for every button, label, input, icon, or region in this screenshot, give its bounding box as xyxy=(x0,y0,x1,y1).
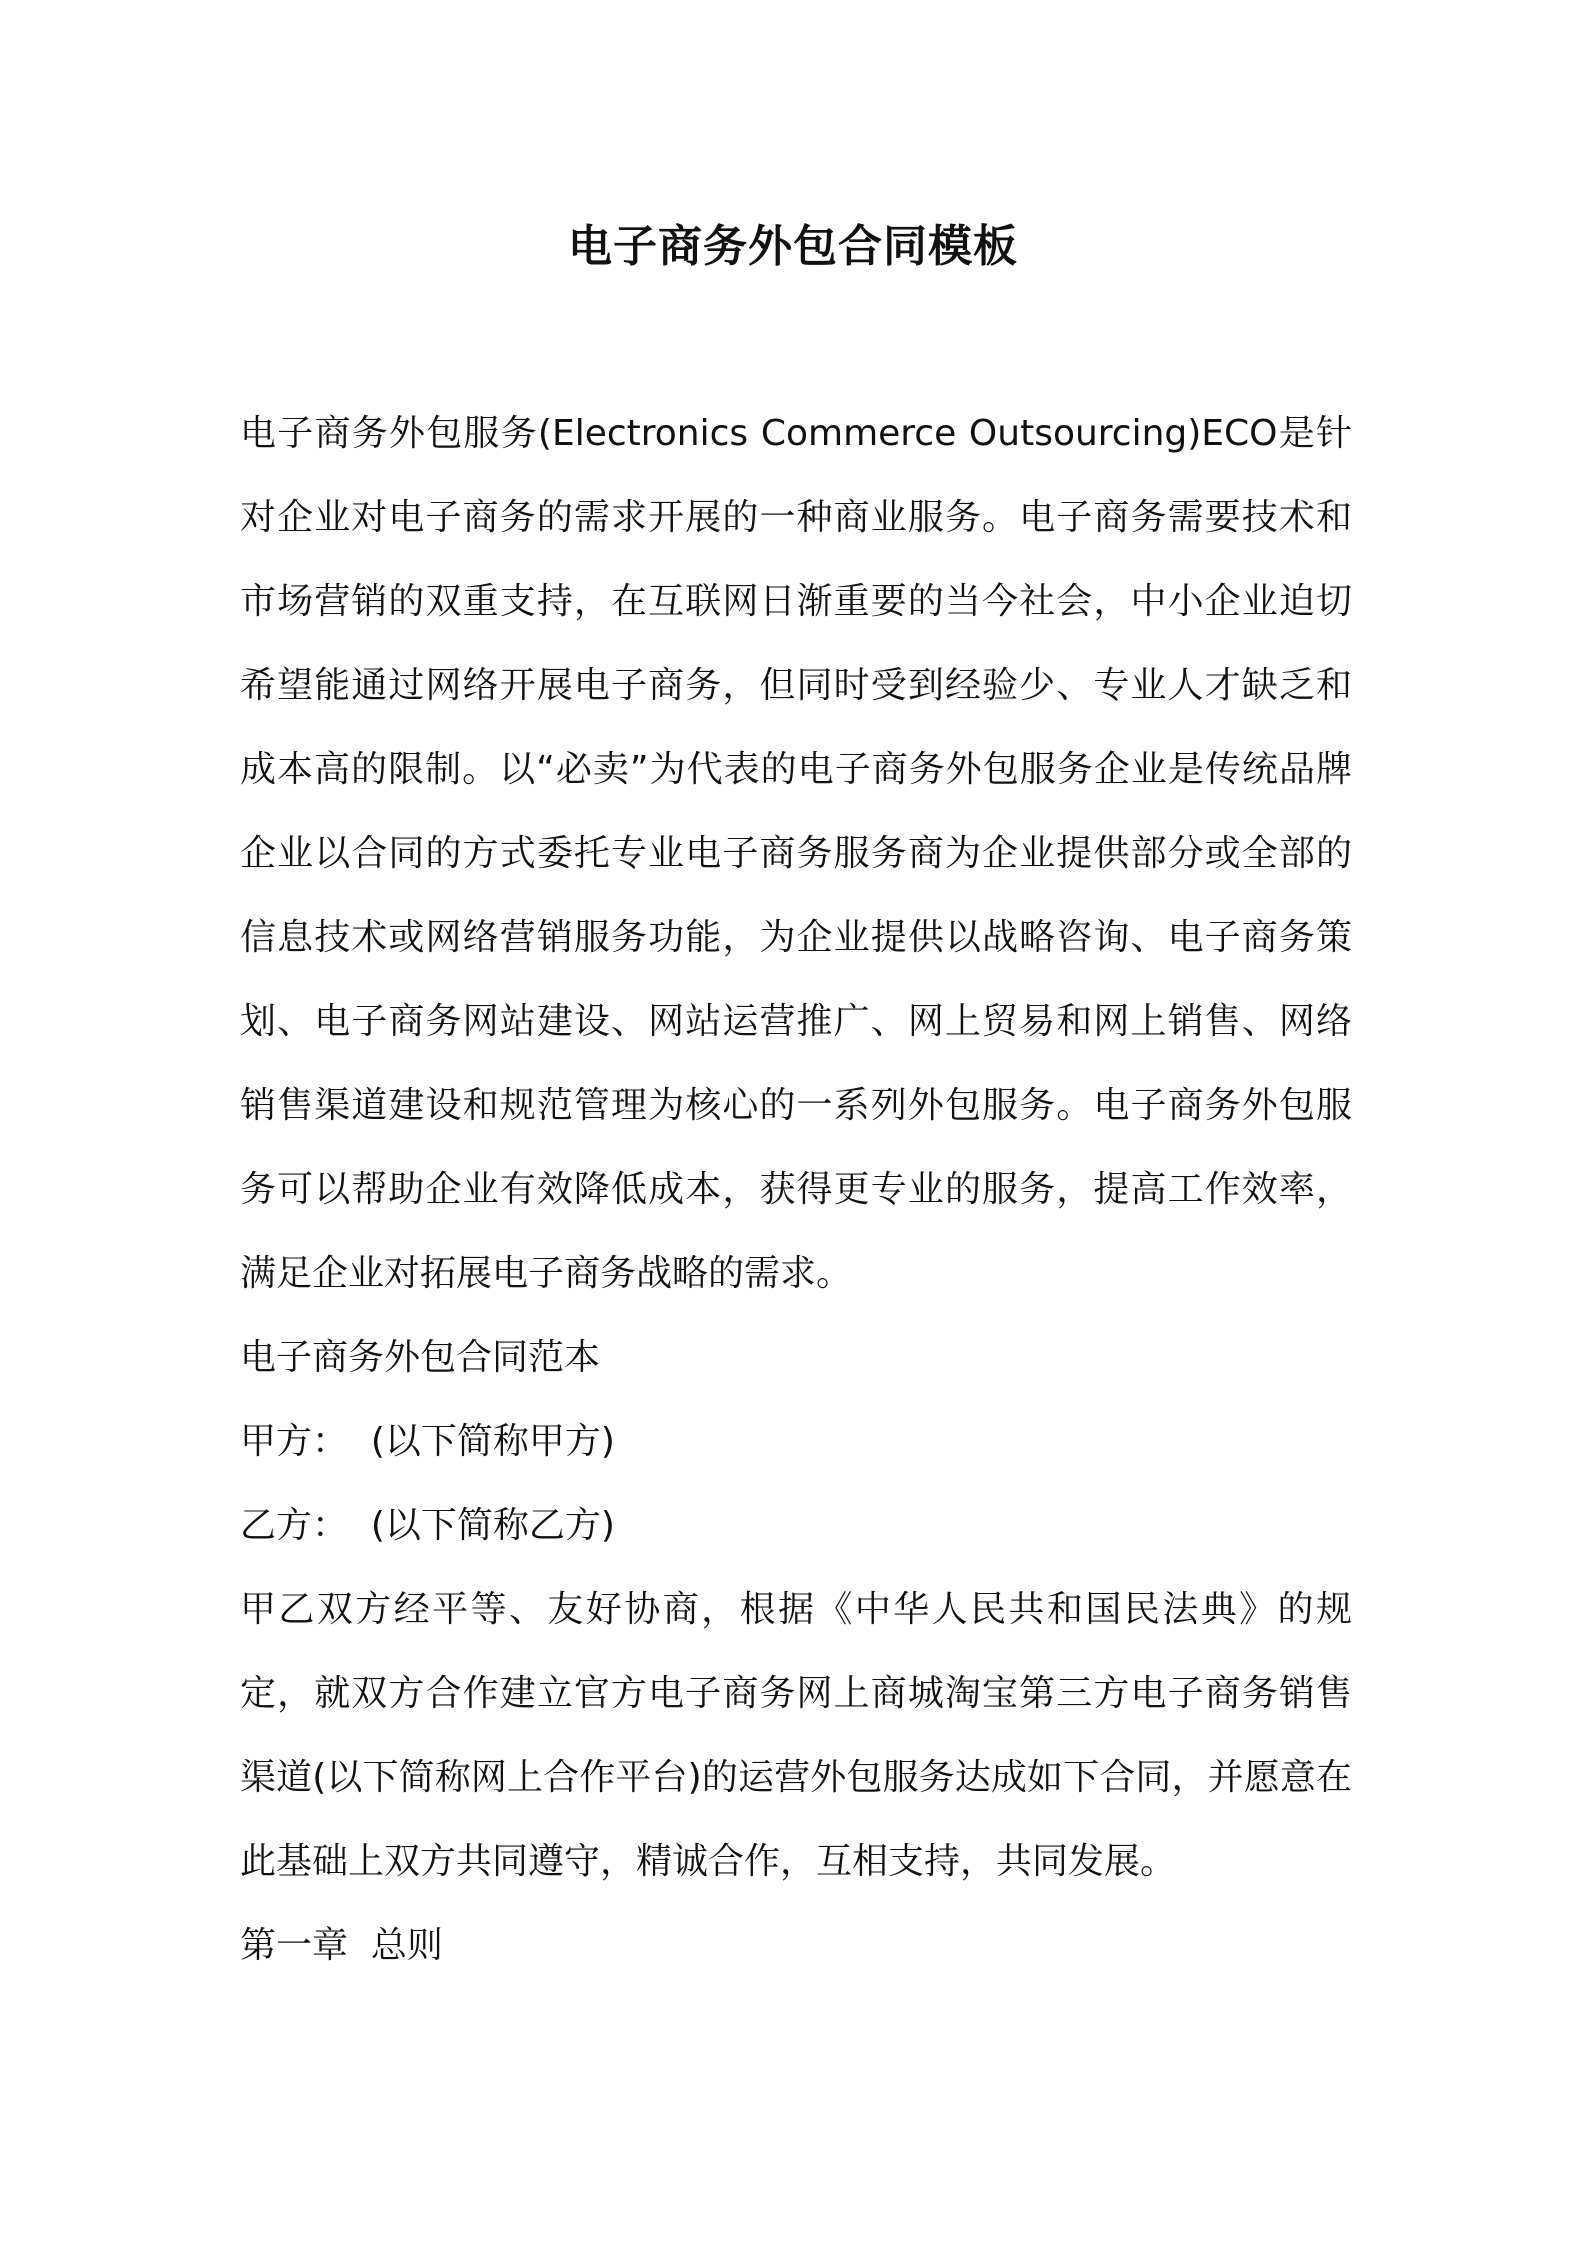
document-body xyxy=(240,392,1352,1988)
party-a-line: 甲方： (以下简称甲方) xyxy=(240,1421,615,1462)
chapter-heading: 第一章 总则 xyxy=(240,1925,443,1966)
sample-heading: 电子商务外包合同范本 xyxy=(240,1337,601,1378)
intro-paragraph: 电子商务外包服务(Electronics Commerce Outsourcing)ECO是针对企业对电子商务的需求开展的一种商业服务。电子商务需要技术和市场营销的双重支持，在互联网日渐重要的当今社会，中小企业迫切希望能通过网络开展电子商务，但同时受到经验少、专业人才缺乏和成本高的限制。以“必卖”为代表的电子商务外包服务企业是传统品牌企业以合同的方式委托专业电子商务服务商为企业提供部分或全部的信息技术或网络营销服务功能，为企业提供以战略咨询、电子商务策划、电子商务网站建设、网站运营推广、网上贸易和网上销售、网络销售渠道建设和规范管理为核心的一系列外包服务。电子商务外包服务可以帮助企业有效降低成本，获得更专业的服务，提高工作效率，满足企业对拓展电子商务战略的需求。 xyxy=(240,413,1352,1294)
party-b-line: 乙方： (以下简称乙方) xyxy=(240,1505,615,1546)
document-title: 电子商务外包合同模板 xyxy=(568,221,1018,272)
agreement-paragraph: 甲乙双方经平等、友好协商，根据《中华人民共和国民法典》的规定，就双方合作建立官方电子商务网上商城淘宝第三方电子商务销售渠道(以下简称网上合作平台)的运营外包服务达成如下合同，并愿意在此基础上双方共同遵守，精诚合作，互相支持，共同发展。 xyxy=(240,1589,1352,1882)
